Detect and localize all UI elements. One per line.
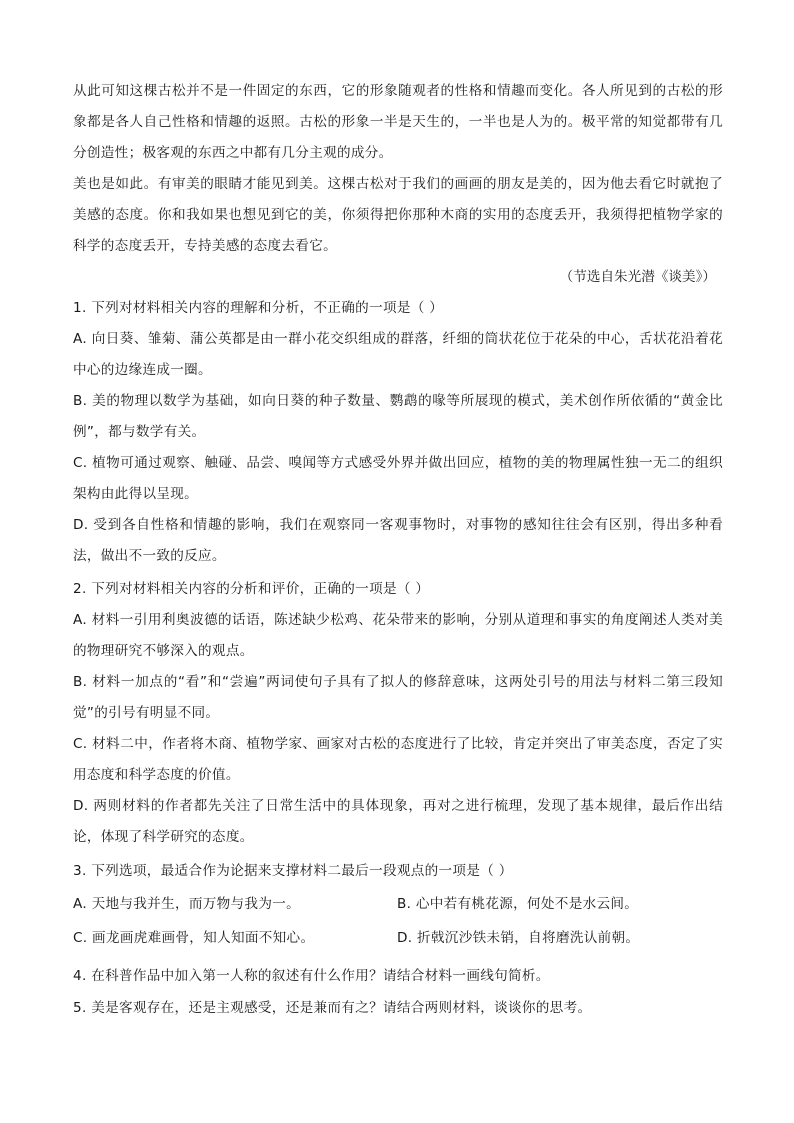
question-2-stem: 2. 下列对材料相关内容的分析和评价，正确的一项是（ ）: [73, 581, 430, 597]
passage-paragraph-2: 美也是如此。有审美的眼睛才能见到美。这棵古松对于我们的画画的朋友是美的，因为他去看它时就抱了美感的态度。你和我如果也想见到它的美，你须得把你那种木商的实用的态度丢开，我须得把植物学家的科学的态度丢开，专持美感的态度去看它。: [73, 176, 723, 254]
passage-source: （节选自朱光潜《谈美》）: [559, 269, 716, 285]
question-3-option-b: B. 心中若有桃花源，何处不是水云间。: [397, 896, 639, 912]
question-1-option-d: D. 受到各自性格和情趣的影响，我们在观察同一客观事物时，对事物的感知往往会有区别，得出多种看法，做出不一致的反应。: [73, 517, 723, 564]
question-3-option-d: D. 折戟沉沙铁未销，自将磨洗认前朝。: [397, 930, 640, 946]
question-3-option-a: A. 天地与我并生，而万物与我为一。: [73, 896, 301, 912]
question-3-option-c: C. 画龙画虎难画骨，知人知面不知心。: [73, 930, 315, 946]
question-2-option-c: C. 材料二中，作者将木商、植物学家、画家对古松的态度进行了比较，肯定并突出了审美态度，否定了实用态度和科学态度的价值。: [73, 736, 723, 783]
question-2-option-b: B. 材料一加点的“看”和“尝遍”两词使句子具有了拟人的修辞意味，这两处引号的用法与材料二第三段知觉”的引号有明显不同。: [73, 674, 723, 721]
question-1-option-c: C. 植物可通过观察、触碰、品尝、嗅闻等方式感受外界并做出回应，植物的美的物理属性独一无二的组织架构由此得以呈现。: [73, 455, 723, 502]
question-2-option-a: A. 材料一引用利奥波德的话语，陈述缺少松鸡、花朵带来的影响，分别从道理和事实的角度阐述人类对美的物理研究不够深入的观点。: [73, 612, 723, 659]
question-4-stem: 4. 在科普作品中加入第一人称的叙述有什么作用？请结合材料一画线句简析。: [73, 968, 550, 984]
question-3-stem: 3. 下列选项，最适合作为论据来支撑材料二最后一段观点的一项是（ ）: [73, 863, 513, 879]
passage-paragraph-1: 从此可知这棵古松并不是一件固定的东西，它的形象随观者的性格和情趣而变化。各人所见到的古松的形象都是各人自己性格和情趣的返照。古松的形象一半是天生的，一半也是人为的。极平常的知觉都带有几分创造性；极客观的东西之中都有几分主观的成分。: [73, 83, 723, 161]
question-1-stem: 1. 下列对材料相关内容的理解和分析，不正确的一项是（ ）: [73, 300, 444, 316]
question-5-stem: 5. 美是客观存在，还是主观感受，还是兼而有之？请结合两则材料，谈谈你的思考。: [73, 1000, 592, 1016]
question-2-option-d: D. 两则材料的作者都先关注了日常生活中的具体现象，再对之进行梳理，发现了基本规律，最后作出结论，体现了科学研究的态度。: [73, 798, 723, 845]
question-1-option-a: A. 向日葵、雏菊、蒲公英都是由一群小花交织组成的群落，纤细的筒状花位于花朵的中心，舌状花沿着花中心的边缘连成一圈。: [73, 331, 723, 378]
question-1-option-b: B. 美的物理以数学为基础，如向日葵的种子数量、鹦鹉的喙等所展现的模式，美术创作所依循的“黄金比例”，都与数学有关。: [73, 393, 723, 440]
